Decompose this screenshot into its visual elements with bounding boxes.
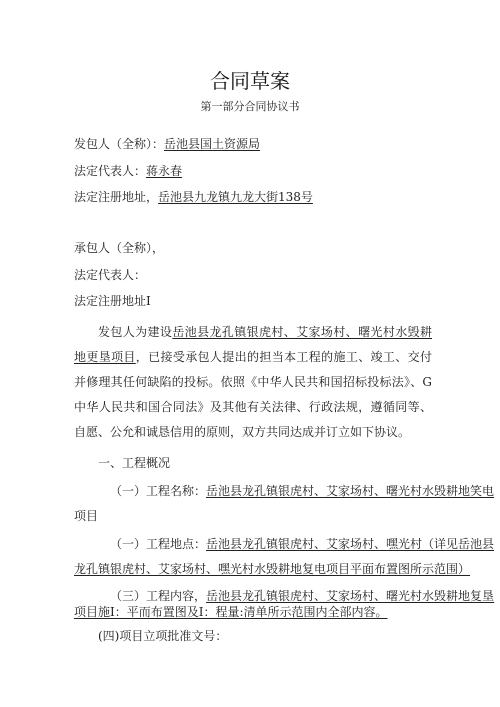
intro-body: ，已接受承包人提出的担当本工程的施工、竣工、交付并修理其任何缺陷的投标。依照《中华人民共和国招标投标法》、G中华人民共和国合同法》及其他有关法律、行政法规，遵循同等、自愿、公允和诚恳信用的原则，双方共同达成并订立如下协议。 bbox=[74, 350, 432, 439]
document-subtitle: 第一部分合同协议书 bbox=[200, 100, 300, 113]
employer-rep-value: 蒋永春 bbox=[146, 164, 183, 178]
document-title: 合同草案 bbox=[210, 69, 290, 93]
employer-name-value: 岳池县国土资源局 bbox=[164, 137, 261, 151]
employer-name-label: 发包人（全称）： bbox=[74, 137, 165, 151]
contractor-address-label: 法定注册地址I bbox=[74, 294, 151, 308]
intro-prefix: 发包人为建设 bbox=[98, 325, 173, 339]
project-location-value-2: 龙孔镇银虎村、艾家场村、嘿光村水毁耕地复电项目平面布置图所示范围） bbox=[74, 562, 471, 576]
section-heading: 一、工程概况 bbox=[98, 456, 171, 470]
project-location-value-1: 岳池县龙孔镇银虎村、艾家场村、嘿光村（详见岳池县 bbox=[206, 537, 495, 551]
employer-address-value: 岳池县九龙镇九龙大街138号 bbox=[158, 190, 313, 204]
contractor-rep-label: 法定代表人： bbox=[74, 268, 147, 282]
project-name-value: 岳池县龙孔镇银虎村、艾家场村、曙光村水毁耕地笑电 bbox=[206, 484, 495, 498]
employer-rep-label: 法定代表人： bbox=[74, 164, 147, 178]
project-name-tail: 项目 bbox=[74, 509, 99, 523]
project-content-line bbox=[110, 588, 494, 604]
project-location-label: （一）工程地点： bbox=[110, 537, 207, 551]
project-location-line bbox=[110, 536, 494, 552]
intro-paragraph bbox=[74, 320, 432, 445]
project-content-label: （三）工程内容， bbox=[110, 589, 207, 603]
project-name-label: （一）工程名称： bbox=[110, 484, 207, 498]
employer-address-label: 法定注册地址， bbox=[74, 190, 159, 204]
project-content-value-2: 项目施I：平而布置图及I：程量:清单所示范围内全部内容。 bbox=[74, 605, 388, 619]
intro-project-name: 岳池县龙孔镇银虎村、艾家场村、曙光村水毁耕地更垦项目 bbox=[74, 325, 432, 364]
approval-number-line: (四)项目立项批准文号： bbox=[98, 629, 228, 643]
project-name-line bbox=[110, 483, 494, 499]
employer-address-line bbox=[74, 189, 313, 205]
contractor-name-label: 承包人（全称）， bbox=[74, 241, 165, 255]
employer-name-line bbox=[74, 136, 260, 152]
employer-rep-line bbox=[74, 163, 182, 179]
project-content-value-1: 岳池县龙孔镇银虎村、艾家场村、曙光村水毁耕地复垦 bbox=[206, 589, 495, 603]
